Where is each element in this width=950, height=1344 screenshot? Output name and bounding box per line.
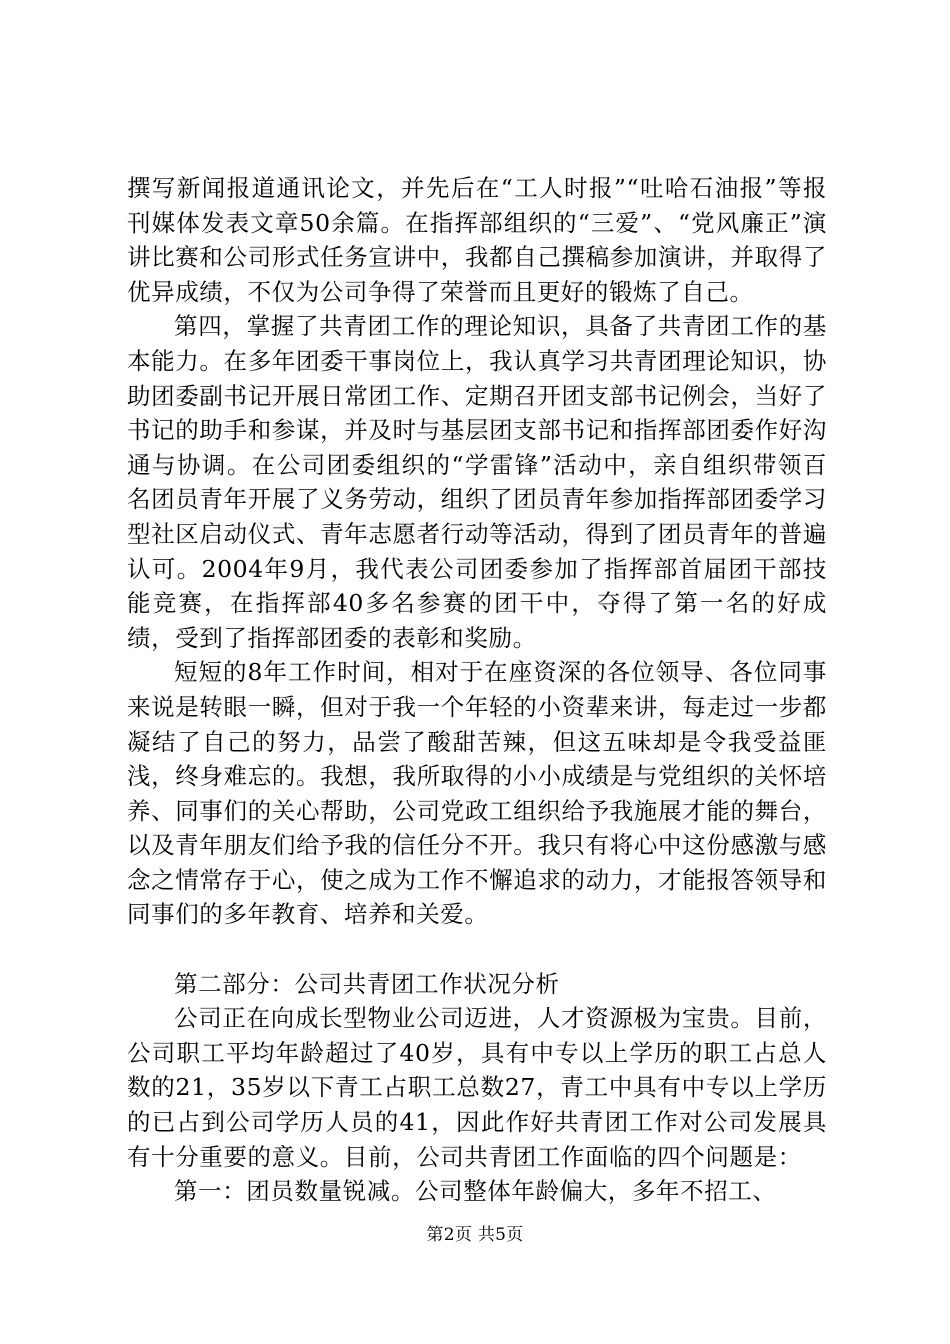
paragraph-first-problem: 第一：团员数量锐减。公司整体年龄偏大，多年不招工、	[174, 1177, 777, 1206]
page-indicator: 第2页 共5页	[426, 1225, 524, 1245]
page-footer	[0, 1220, 950, 1245]
document-body	[127, 171, 827, 1209]
paragraph-reflection: 短短的8年工作时间，相对于在座资深的各位领导、各位同事来说是转眼一瞬，但对于我一个年轻的小资辈来讲，每走过一步都凝结了自己的努力，品尝了酸甜苦辣，但这五味却是令我受益匪浅，终身难忘的。我想，我所取得的小小成绩是与党组织的关怀培养、同事们的关心帮助，公司党政工组织给予我施展才能的舞台，以及青年朋友们给予我的信任分不开。我只有将心中这份感激与感念之情常存于心，使之成为工作不懈追求的动力，才能报答领导和同事们的多年教育、培养和关爱。	[127, 658, 827, 929]
paragraph-section-intro: 公司正在向成长型物业公司迈进，人才资源极为宝贵。目前，公司职工平均年龄超过了40岁，具有中专以上学历的职工占总人数的21，35岁以下青工占职工总数27，青工中具有中专以上学历的已占到公司学历人员的41，因此作好共青团工作对公司发展具有十分重要的意义。目前，公司共青团工作面临的四个问题是：	[127, 1004, 827, 1171]
paragraph-fourth-point: 第四，掌握了共青团工作的理论知识，具备了共青团工作的基本能力。在多年团委干事岗位上，我认真学习共青团理论知识，协助团委副书记开展日常团工作、定期召开团支部书记例会，当好了书记的助手和参谋，并及时与基层团支部书记和指挥部团委作好沟通与协调。在公司团委组织的“学雷锋”活动中，亲自组织带领百名团员青年开展了义务劳动，组织了团员青年参加指挥部团委学习型社区启动仪式、青年志愿者行动等活动，得到了团员青年的普遍认可。2004年9月，我代表公司团委参加了指挥部首届团干部技能竞赛，在指挥部40多名参赛的团干中，夺得了第一名的好成绩，受到了指挥部团委的表彰和奖励。	[127, 312, 827, 652]
section-heading: 第二部分：公司共青团工作状况分析	[174, 969, 560, 998]
paragraph-continuation: 撰写新闻报道通讯论文，并先后在“工人时报”“吐哈石油报”等报刊媒体发表文章50余篇。在指挥部组织的“三爱”、“党风廉正”演讲比赛和公司形式任务宣讲中，我都自己撰稿参加演讲，并取得了优异成绩，不仅为公司争得了荣誉而且更好的锻炼了自己。	[127, 174, 827, 306]
